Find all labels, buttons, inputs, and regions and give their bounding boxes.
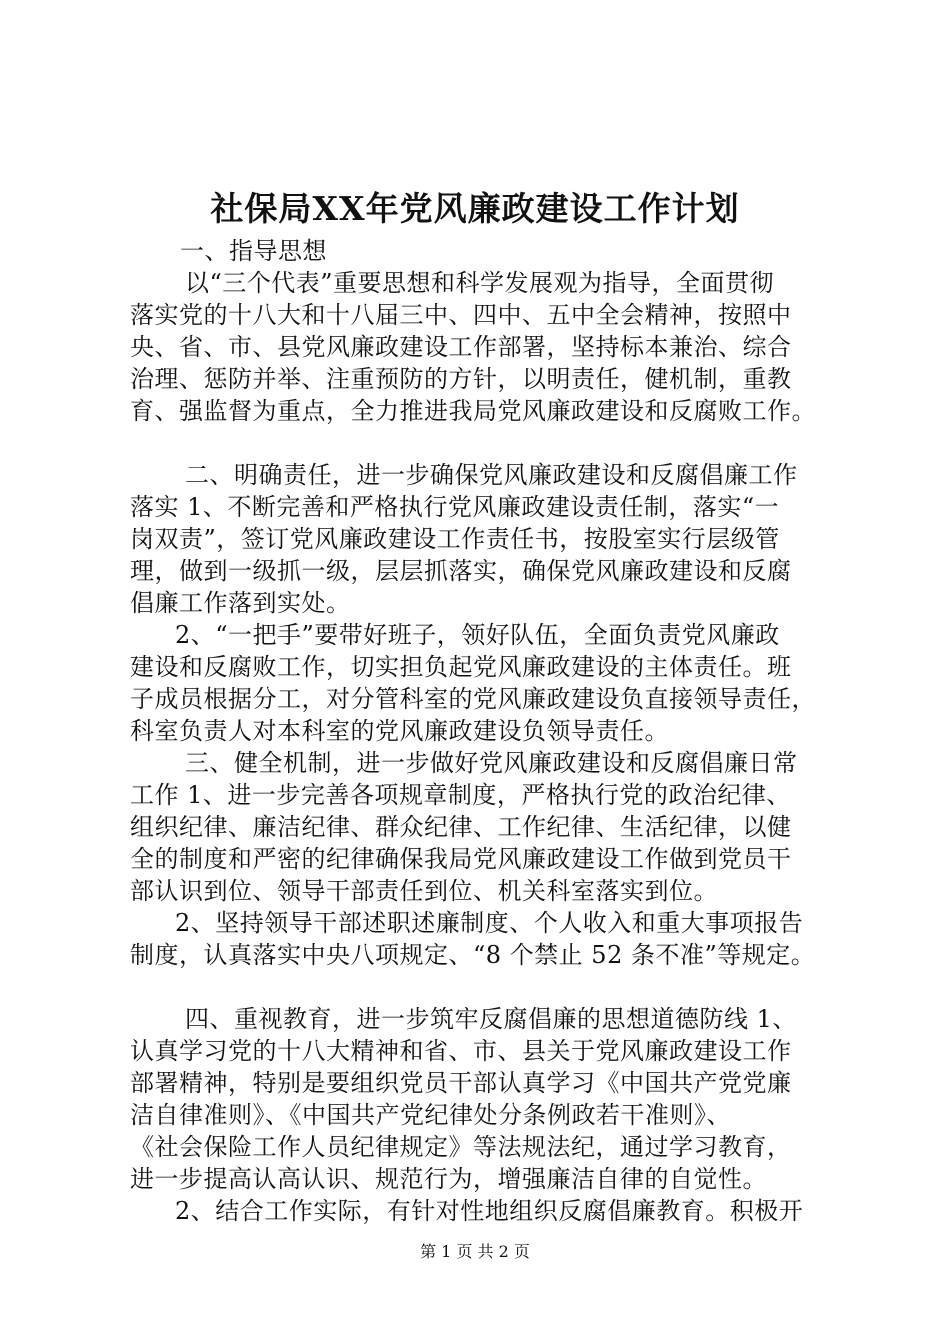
paragraph-line: 理，做到一级抓一级，层层抓落实，确保党风廉政建设和反腐 [130, 557, 792, 585]
paragraph-line: 2、“一把手”要带好班子，领好队伍，全面负责党风廉政 [175, 621, 780, 649]
paragraph-line: 全的制度和严密的纪律确保我局党风廉政建设工作做到党员干 [130, 845, 792, 873]
paragraph-line: 《社会保险工作人员纪律规定》等法规法纪，通过学习教育， [130, 1133, 792, 1161]
document-body [130, 235, 850, 1227]
paragraph-line: 洁自律准则》、《中国共产党纪律处分条例政若干准则》、 [130, 1101, 731, 1129]
section-heading-2: 二、明确责任，进一步确保党风廉政建设和反腐倡廉工作 [185, 461, 798, 489]
paragraph-line: 育、强监督为重点，全力推进我局党风廉政建设和反腐败工作。 [130, 397, 816, 425]
paragraph-line: 认真学习党的十八大精神和省、市、县关于党风廉政建设工作 [130, 1037, 792, 1065]
paragraph-line: 制度，认真落实中央八项规定、“8 个禁止 52 条不准”等规定。 [130, 941, 816, 969]
paragraph-line: 2、坚持领导干部述职述廉制度、个人收入和重大事项报告 [175, 909, 804, 937]
paragraph-line: 进一步提高认高认识、规范行为，增强廉洁自律的自觉性。 [130, 1165, 767, 1193]
paragraph-line: 部署精神，特别是要组织党员干部认真学习《中国共产党党廉 [130, 1069, 792, 1097]
paragraph-line: 工作 1、进一步完善各项规章制度，严格执行党的政治纪律、 [130, 781, 791, 809]
paragraph-gap [130, 427, 850, 459]
paragraph-line: 落实 1、不断完善和严格执行党风廉政建设责任制，落实“一 [130, 493, 780, 521]
paragraph-line: 岗双责”，签订党风廉政建设工作责任书，按股室实行层级管 [130, 525, 780, 553]
paragraph-line: 科室负责人对本科室的党风廉政建设负领导责任。 [130, 717, 669, 745]
document-title: 社保局XX年党风廉政建设工作计划 [210, 189, 740, 228]
paragraph-line: 子成员根据分工，对分管科室的党风廉政建设负直接领导责任， [130, 685, 816, 713]
paragraph-line: 倡廉工作落到实处。 [130, 589, 351, 617]
paragraph-line: 治理、惩防并举、注重预防的方针，以明责任，健机制，重教 [130, 365, 792, 393]
paragraph-line: 落实党的十八大和十八届三中、四中、五中全会精神，按照中 [130, 301, 792, 329]
page-number-footer: 第 1 页 共 2 页 [420, 1242, 530, 1261]
paragraph-line: 2、结合工作实际，有针对性地组织反腐倡廉教育。积极开 [175, 1197, 804, 1225]
paragraph-line: 以“三个代表”重要思想和科学发展观为指导，全面贯彻 [185, 269, 775, 297]
paragraph-gap [130, 971, 850, 1003]
paragraph-line: 组织纪律、廉洁纪律、群众纪律、工作纪律、生活纪律，以健 [130, 813, 792, 841]
paragraph-line: 建设和反腐败工作，切实担负起党风廉政建设的主体责任。班 [130, 653, 792, 681]
section-heading-3: 三、健全机制，进一步做好党风廉政建设和反腐倡廉日常 [185, 749, 798, 777]
paragraph-line: 央、省、市、县党风廉政建设工作部署，坚持标本兼治、综合 [130, 333, 792, 361]
section-heading-4: 四、重视教育，进一步筑牢反腐倡廉的思想道德防线 1、 [185, 1005, 797, 1033]
section-heading-1: 一、指导思想 [180, 237, 327, 265]
paragraph-line: 部认识到位、领导干部责任到位、机关科室落实到位。 [130, 877, 718, 905]
